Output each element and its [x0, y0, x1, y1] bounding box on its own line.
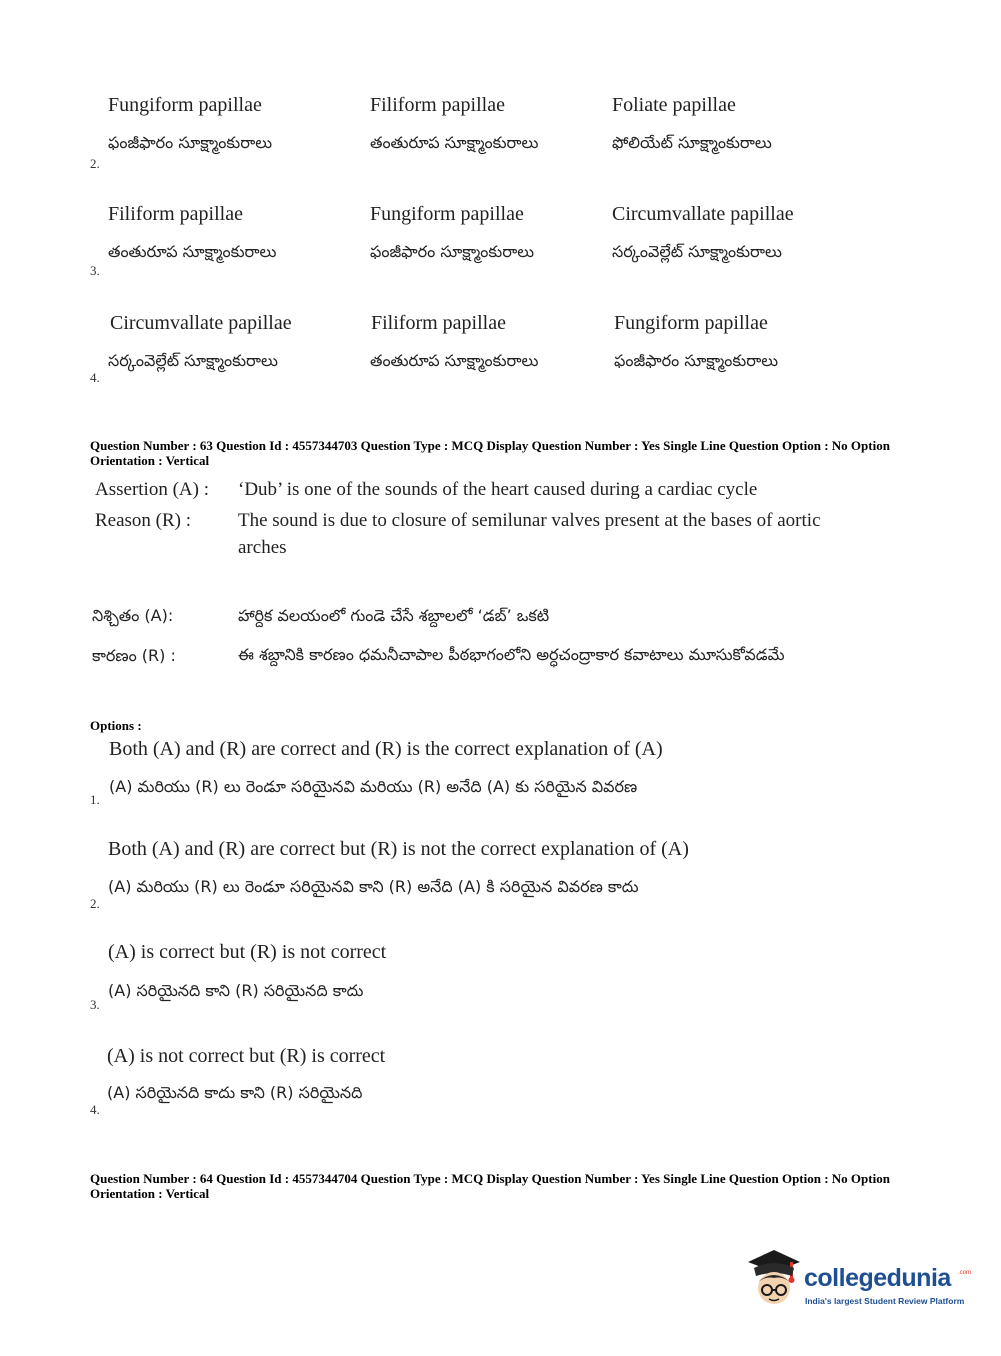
logo-tagline: India's largest Student Review Platform [805, 1296, 965, 1306]
option-4-col2-te: తంతురూప సూక్ష్మాంకురాలు [370, 351, 539, 370]
option-3-col2-en: Fungiform papillae [370, 203, 524, 225]
reason-label: Reason (R) : [95, 510, 192, 531]
option-4-col3-en: Fungiform papillae [614, 312, 768, 334]
te-reason-label: కారణం (R) : [92, 646, 176, 665]
te-assertion-label: నిశ్చితం (A): [92, 606, 174, 625]
q63-option-1-en: Both (A) and (R) are correct and (R) is the correct explanation of (A) [109, 738, 663, 760]
q63-option-1-te: (A) మరియు (R) లు రెండూ సరియైనవి మరియు (R) అనేది (A) కు సరియైన వివరణ [109, 777, 638, 796]
q63-option-4-number: 4. [90, 1102, 100, 1117]
q63-option-2-en: Both (A) and (R) are correct but (R) is not the correct explanation of (A) [108, 838, 689, 860]
q63-option-4-en: (A) is not correct but (R) is correct [107, 1045, 386, 1067]
option-3-col2-te: ఫంజీఫారం సూక్ష్మాంకురాలు [370, 242, 535, 261]
q63-option-1-number: 1. [90, 792, 100, 807]
assertion-label: Assertion (A) : [95, 479, 209, 500]
option-4-col1-en: Circumvallate papillae [110, 312, 292, 334]
te-assertion-text: హార్దిక వలయంలో గుండె చేసే శబ్దాలలో ‘డబ్’ ఒకటి [238, 606, 550, 625]
option-4-number: 4. [90, 370, 100, 385]
reason-text: The sound is due to closure of semilunar valves present at the bases of aortic arches [238, 510, 821, 558]
option-2-col2-te: తంతురూప సూక్ష్మాంకురాలు [370, 133, 539, 152]
te-reason-text: ఈ శబ్దానికి కారణం ధమనీచాపాల పీఠభాగంలోని అర్ధచంద్రాకార కవాటాలు మూసుకోవడమే [238, 645, 785, 664]
option-2-col1-te: ఫంజీఫారం సూక్ష్మాంకురాలు [108, 133, 273, 152]
logo-tm: .com [958, 1270, 972, 1276]
option-3-col3-te: సర్కంవెల్లేట్ సూక్ష్మాంకురాలు [612, 242, 782, 261]
option-2-col1-en: Fungiform papillae [108, 94, 262, 116]
q63-option-2-number: 2. [90, 896, 100, 911]
option-4-col3-te: ఫంజీఫారం సూక్ష్మాంకురాలు [614, 351, 779, 370]
option-3-number: 3. [90, 263, 100, 278]
option-4-col1-te: సర్కంవెల్లేట్ సూక్ష్మాంకురాలు [108, 351, 278, 370]
option-2-col2-en: Filiform papillae [370, 94, 505, 116]
logo-wordmark: collegedunia [804, 1264, 951, 1292]
option-4-col2-en: Filiform papillae [371, 312, 506, 334]
option-3-col3-en: Circumvallate papillae [612, 203, 794, 225]
q63-option-3-en: (A) is correct but (R) is not correct [108, 941, 387, 963]
mascot-icon [742, 1248, 804, 1310]
q63-option-3-te: (A) సరియైనది కాని (R) సరియైనది కాదు [108, 981, 364, 1000]
options-label: Options : [90, 718, 142, 733]
collegedunia-logo[interactable] [742, 1248, 972, 1318]
q63-option-3-number: 3. [90, 997, 100, 1012]
q63-option-2-te: (A) మరియు (R) లు రెండూ సరియైనవి కాని (R) అనేది (A) కి సరియైన వివరణ కాదు [108, 877, 639, 896]
option-2-number: 2. [90, 156, 100, 171]
question-64-meta: Question Number : 64 Question Id : 4557344704 Question Type : MCQ Display Question Number : Yes Single Line Question Option : No Option Orientation : Vertical [90, 1171, 890, 1201]
question-63-meta: Question Number : 63 Question Id : 4557344703 Question Type : MCQ Display Question Number : Yes Single Line Question Option : No Option Orientation : Vertical [90, 438, 890, 468]
option-3-col1-en: Filiform papillae [108, 203, 243, 225]
option-2-col3-en: Foliate papillae [612, 94, 736, 116]
q63-option-4-te: (A) సరియైనది కాదు కాని (R) సరియైనది [107, 1083, 363, 1102]
option-2-col3-te: ఫోలియేట్ సూక్ష్మాంకురాలు [612, 133, 772, 152]
option-3-col1-te: తంతురూప సూక్ష్మాంకురాలు [108, 242, 277, 261]
assertion-text: ‘Dub’ is one of the sounds of the heart caused during a cardiac cycle [238, 479, 758, 500]
